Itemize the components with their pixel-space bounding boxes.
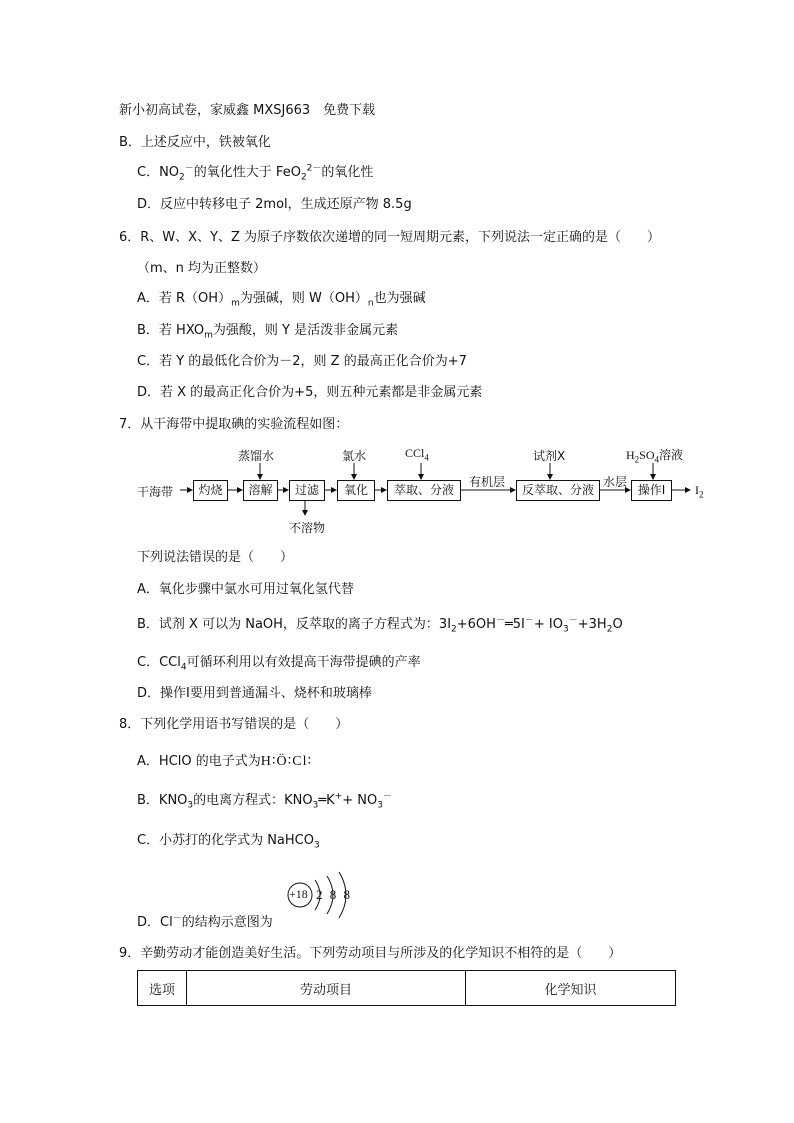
flow-insoluble-label: 不溶物	[289, 521, 326, 535]
cl-ion-structure-diagram	[283, 864, 363, 924]
flow-organic-layer-label: 有机层	[469, 475, 506, 489]
q5-option-c: C．$NO_2^-$的氧化性大于 FeO$_2^{2-}$的氧化性	[137, 163, 374, 183]
flow-reagent-ccl4: CCl$_4$	[405, 446, 429, 463]
flow-step-oxidize: 氧化	[337, 480, 375, 501]
q6-option-c: C．若 Y 的最低化合价为－2，则 Z 的最高正化合价为+7	[137, 354, 467, 369]
q7-option-b: B．试剂 X 可以为 NaOH，反萃取的离子方程式为：$3I_2+6OH^-═5I^-+ IO_3^-+3H_2O$	[137, 615, 623, 635]
table-header-row	[138, 971, 676, 1006]
q5-option-d: D．反应中转移电子 2mol，生成还原产物 8.5g	[137, 197, 412, 212]
flow-end-iodine: $I_2$	[695, 483, 704, 500]
q6-option-d: D．若 X 的最高正化合价为+5，则五种元素都是非金属元素	[137, 385, 483, 400]
q8-stem: 8．下列化学用语书写错误的是（ ）	[119, 717, 349, 732]
q7-ask: 下列说法错误的是（ ）	[137, 550, 294, 565]
q6-option-a: A．若 $R(OH)_m$为强碱，则 $W(OH)_n$也为强碱	[137, 291, 426, 309]
flow-step-burn: 灼烧	[193, 480, 228, 501]
q8-option-c: C．小苏打的化学式为 NaHCO$_3$	[137, 833, 320, 851]
flow-reagent-chlorine-water: 氯水	[342, 449, 367, 463]
flow-step-back-extract: 反萃取、分液	[516, 480, 600, 501]
q8-option-d: D．Cl－的结构示意图为	[137, 913, 273, 930]
q7-option-a: A．氧化步骤中氯水可用过氧化氢代替	[137, 582, 354, 597]
flow-reagent-distilled-water: 蒸馏水	[238, 449, 275, 463]
flow-start-label: 干海带	[137, 485, 174, 499]
flow-step-extract: 萃取、分液	[387, 480, 461, 501]
q7-option-d: D．操作Ⅰ要用到普通漏斗、烧杯和玻璃棒	[137, 686, 372, 701]
flow-step-filter: 过滤	[289, 480, 325, 501]
table-header-labor: 劳动项目	[187, 971, 466, 1006]
flow-reagent-h2so4: $H_2SO_4$溶液	[626, 448, 684, 465]
q8-option-b: B．$KNO_3$的电离方程式：$KNO_3═K^++ NO_3^-$	[137, 791, 392, 811]
flow-step-operation-1: 操作Ⅰ	[631, 480, 672, 501]
q7-option-c: C．CCl$_4$可循环利用以有效提高干海带提碘的产率	[137, 655, 421, 673]
q6-stem: 6．R、W、X、Y、Z 为原子序数依次递增的同一短周期元素，下列说法一定正确的是（ ）	[119, 230, 661, 245]
electron-shells: 2 8 8	[316, 887, 352, 902]
q7-stem: 7．从干海带中提取碘的实验流程如图：	[119, 417, 349, 432]
nucleus-charge: +18	[289, 887, 308, 901]
table-header-option: 选项	[138, 971, 187, 1006]
flow-reagent-x: 试剂X	[533, 449, 566, 463]
q9-table	[137, 970, 676, 1006]
q9-stem: 9．辛勤劳动才能创造美好生活。下列劳动项目与所涉及的化学知识不相符的是（ ）	[119, 946, 622, 961]
flow-step-dissolve: 溶解	[243, 480, 278, 501]
flow-water-layer-label: 水层	[603, 475, 628, 489]
table-header-chemistry: 化学知识	[466, 971, 676, 1006]
q6-option-b: B．若 $HXO_m$为强酸，则 Y 是活泼非金属元素	[137, 323, 399, 341]
hclo-electron-formula: H∶Ö∶Cl∶	[260, 754, 313, 769]
q5-option-b: B．上述反应中，铁被氧化	[119, 135, 271, 150]
q6-note: （m、n 均为正整数）	[137, 261, 267, 276]
watermark-header: 新小初高试卷，家威鑫 MXSJ663 免费下载	[119, 103, 376, 118]
q8-option-a: A．HClO 的电子式为H∶Ö∶Cl∶	[137, 754, 313, 769]
